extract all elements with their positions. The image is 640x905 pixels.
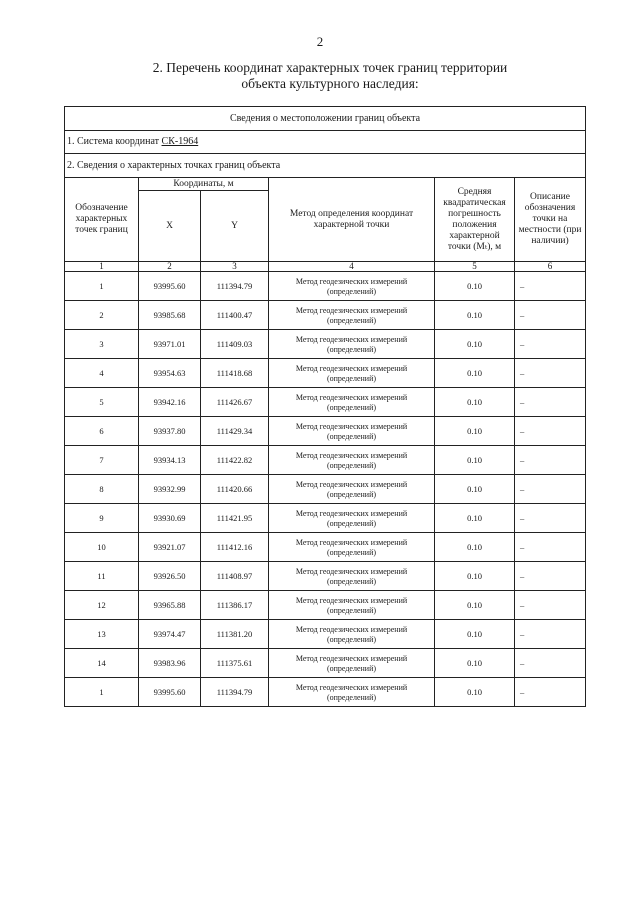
page-title-line-1: 2. Перечень координат характерных точек границ территории [152,60,508,75]
cell-accuracy: 0.10 [435,591,515,620]
cell-y: 111409.03 [201,330,269,359]
table-row [65,388,586,417]
table-row [65,678,586,707]
cell-x: 93934.13 [139,446,201,475]
cell-y: 111394.79 [201,272,269,301]
cell-point: 11 [65,562,139,591]
column-number: 2 [139,262,201,272]
cell-method-line-2: (определений) [326,489,377,499]
cell-point: 6 [65,417,139,446]
page-number: 2 [316,34,324,49]
cell-method-line-2: (определений) [326,431,377,441]
cell-point: 1 [65,678,139,707]
cell-point: 5 [65,388,139,417]
cell-description: – [515,417,586,446]
cell-method-line-2: (определений) [326,547,377,557]
table-row [65,591,586,620]
cell-x: 93930.69 [139,504,201,533]
cell-method-line-1: Метод геодезических измерений [295,334,408,344]
table-row [65,649,586,678]
cell-x: 93937.80 [139,417,201,446]
cell-method [269,446,435,475]
header-x: X [139,191,201,262]
cell-x: 93995.60 [139,678,201,707]
table-row [65,620,586,649]
cell-x: 93974.47 [139,620,201,649]
cell-point: 3 [65,330,139,359]
cell-method-line-2: (определений) [326,634,377,644]
cell-method-line-2: (определений) [326,605,377,615]
cell-method [269,388,435,417]
table-row [65,446,586,475]
cell-method-line-1: Метод геодезических измерений [295,392,408,402]
coordinate-system [65,131,586,154]
table-row [65,301,586,330]
table-row [65,272,586,301]
cell-point: 2 [65,301,139,330]
cell-y: 111400.47 [201,301,269,330]
cell-method [269,649,435,678]
cell-description: – [515,533,586,562]
cell-description: – [515,562,586,591]
header-coords: Координаты, м [139,178,269,191]
cell-y: 111418.68 [201,359,269,388]
cell-method-line-2: (определений) [326,518,377,528]
column-number: 1 [65,262,139,272]
cell-method-line-2: (определений) [326,576,377,586]
cell-accuracy: 0.10 [435,272,515,301]
cell-point: 9 [65,504,139,533]
cell-accuracy: 0.10 [435,359,515,388]
cell-point: 14 [65,649,139,678]
cell-x: 93983.96 [139,649,201,678]
cell-method-line-1: Метод геодезических измерений [295,508,408,518]
cell-method [269,562,435,591]
table-row [65,359,586,388]
cell-accuracy: 0.10 [435,417,515,446]
cell-point: 10 [65,533,139,562]
header-accuracy: Средняя квадратическая погрешность положения характерной точки (Mₜ), м [435,178,515,262]
cell-y: 111422.82 [201,446,269,475]
cell-description: – [515,678,586,707]
cell-method-line-1: Метод геодезических измерений [295,537,408,547]
cell-x: 93954.63 [139,359,201,388]
cell-accuracy: 0.10 [435,562,515,591]
cell-description: – [515,330,586,359]
cell-y: 111421.95 [201,504,269,533]
cell-x: 93985.68 [139,301,201,330]
table-row [65,330,586,359]
column-number: 6 [515,262,586,272]
cell-method-line-2: (определений) [326,286,377,296]
cell-method [269,591,435,620]
cell-y: 111394.79 [201,678,269,707]
cell-accuracy: 0.10 [435,678,515,707]
cell-y: 111408.97 [201,562,269,591]
cell-y: 111386.17 [201,591,269,620]
points-title-row [65,154,586,178]
cell-y: 111412.16 [201,533,269,562]
page-title-line-2: объекта культурного наследия: [241,76,419,91]
table-row [65,417,586,446]
cell-method-line-1: Метод геодезических измерений [295,682,408,692]
cell-point: 1 [65,272,139,301]
cell-description: – [515,591,586,620]
cell-method [269,678,435,707]
cell-accuracy: 0.10 [435,330,515,359]
cell-point: 4 [65,359,139,388]
cell-method [269,272,435,301]
cell-description: – [515,446,586,475]
cell-x: 93971.01 [139,330,201,359]
cell-method-line-1: Метод геодезических измерений [295,479,408,489]
cell-point: 7 [65,446,139,475]
cell-x: 93926.50 [139,562,201,591]
cell-method-line-2: (определений) [326,315,377,325]
cell-description: – [515,649,586,678]
cell-method [269,504,435,533]
cell-accuracy: 0.10 [435,649,515,678]
cell-x: 93995.60 [139,272,201,301]
table-row [65,562,586,591]
cell-description: – [515,504,586,533]
coordinate-system-value: СК-1964 [161,136,199,147]
cell-accuracy: 0.10 [435,475,515,504]
cell-method-line-1: Метод геодезических измерений [295,276,408,286]
header-method: Метод определения координат характерной точки [269,178,435,262]
section-title: Сведения о местоположении границ объекта [65,107,586,131]
cell-y: 111381.20 [201,620,269,649]
cell-y: 111426.67 [201,388,269,417]
cell-method-line-2: (определений) [326,460,377,470]
cell-method [269,330,435,359]
cell-accuracy: 0.10 [435,620,515,649]
cell-point: 12 [65,591,139,620]
cell-x: 93965.88 [139,591,201,620]
cell-description: – [515,301,586,330]
cell-accuracy: 0.10 [435,388,515,417]
cell-accuracy: 0.10 [435,504,515,533]
cell-method-line-2: (определений) [326,402,377,412]
section-title-row [65,107,586,131]
cell-method-line-2: (определений) [326,692,377,702]
cell-x: 93942.16 [139,388,201,417]
cell-description: – [515,475,586,504]
cell-method [269,533,435,562]
page-title [110,60,550,92]
cell-method [269,417,435,446]
cell-method-line-1: Метод геодезических измерений [295,566,408,576]
cell-accuracy: 0.10 [435,301,515,330]
table-row [65,533,586,562]
cell-description: – [515,359,586,388]
table-row [65,504,586,533]
cell-method-line-1: Метод геодезических измерений [295,624,408,634]
cell-method-line-1: Метод геодезических измерений [295,421,408,431]
cell-method-line-2: (определений) [326,663,377,673]
cell-x: 93932.99 [139,475,201,504]
cell-point: 13 [65,620,139,649]
table-row [65,475,586,504]
cell-method-line-1: Метод геодезических измерений [295,595,408,605]
cell-method [269,620,435,649]
cell-description: – [515,388,586,417]
cell-description: – [515,620,586,649]
cell-method-line-2: (определений) [326,344,377,354]
column-number: 5 [435,262,515,272]
header-point: Обозначение характерных точек границ [65,178,139,262]
cell-y: 111375.61 [201,649,269,678]
column-number-row [65,262,586,272]
column-number: 3 [201,262,269,272]
cell-method-line-1: Метод геодезических измерений [295,363,408,373]
header-row [65,178,586,191]
cell-method-line-1: Метод геодезических измерений [295,653,408,663]
cell-accuracy: 0.10 [435,533,515,562]
coordinate-system-row [65,131,586,154]
column-number: 4 [269,262,435,272]
coordinates-table [64,106,586,707]
cell-method-line-1: Метод геодезических измерений [295,450,408,460]
header-y: Y [201,191,269,262]
coordinate-system-label: 1. Система координат [67,136,162,147]
cell-point: 8 [65,475,139,504]
cell-accuracy: 0.10 [435,446,515,475]
cell-method [269,475,435,504]
cell-method-line-2: (определений) [326,373,377,383]
cell-description: – [515,272,586,301]
cell-x: 93921.07 [139,533,201,562]
cell-y: 111429.34 [201,417,269,446]
cell-y: 111420.66 [201,475,269,504]
cell-method [269,359,435,388]
points-title: 2. Сведения о характерных точках границ объекта [65,154,586,178]
cell-method [269,301,435,330]
header-description: Описание обозначения точки на местности (при наличии) [515,178,586,262]
cell-method-line-1: Метод геодезических измерений [295,305,408,315]
